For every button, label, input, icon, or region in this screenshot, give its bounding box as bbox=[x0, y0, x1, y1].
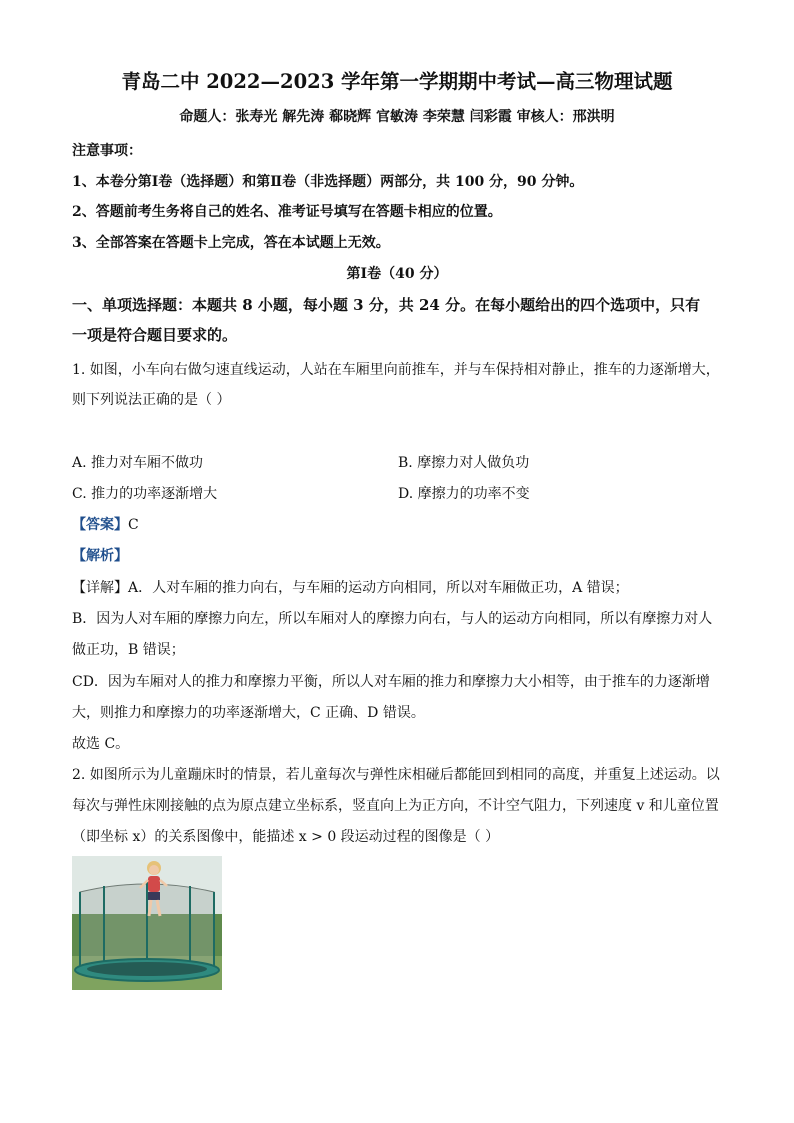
answer-line bbox=[72, 516, 139, 534]
question-1-stem: 1. 如图，小车向右做匀速直线运动，人站在车厢里向前推车，并与车保持相对静止，推车的力逐渐增大， bbox=[72, 362, 720, 378]
detail-line: B．因为人对车厢的摩擦力向左，所以车厢对人的摩擦力向右，与人的运动方向相同，所以有摩擦力对人 bbox=[72, 611, 713, 627]
photo-child-shorts bbox=[148, 892, 160, 900]
notice-item: 2、答题前考生务将自己的姓名、准考证号填写在答题卡相应的位置。 bbox=[72, 204, 502, 220]
authors-line: 命题人：张寿光 解先涛 郗晓辉 官敏涛 李荣慧 闫彩霞 审核人：邢洪明 bbox=[179, 109, 615, 125]
section-instruction: 一项是符合题目要求的。 bbox=[72, 326, 238, 344]
section-title: 第Ⅰ卷（40 分） bbox=[346, 266, 448, 282]
question-1-stem: 则下列说法正确的是（ ） bbox=[72, 392, 231, 408]
notice-item: 1、本卷分第Ⅰ卷（选择题）和第Ⅱ卷（非选择题）两部分，共 100 分，90 分钟。 bbox=[72, 174, 584, 190]
analysis-label: 【解析】 bbox=[72, 548, 128, 564]
answer-label: 【答案】 bbox=[72, 517, 128, 533]
answer-value: C bbox=[128, 517, 139, 533]
notice-heading: 注意事项： bbox=[72, 143, 142, 159]
option-a: A. 推力对车厢不做功 bbox=[72, 455, 204, 471]
detail-line: 【详解】A．人对车厢的推力向右，与车厢的运动方向相同，所以对车厢做正功，A 错误； bbox=[72, 580, 629, 596]
photo-child-head bbox=[149, 865, 159, 875]
trampoline-photo bbox=[72, 856, 222, 990]
conclusion-line: 故选 C。 bbox=[72, 736, 130, 752]
option-d: D. 摩擦力的功率不变 bbox=[398, 486, 530, 502]
section-instruction: 一、单项选择题：本题共 8 小题，每小题 3 分，共 24 分。在每小题给出的四个选项中，只有 bbox=[72, 296, 701, 314]
notice-item: 3、全部答案在答题卡上完成，答在本试题上无效。 bbox=[72, 235, 390, 251]
detail-line: 大，则推力和摩擦力的功率逐渐增大，C 正确、D 错误。 bbox=[72, 705, 425, 721]
detail-line: 做正功，B 错误； bbox=[72, 642, 185, 658]
question-2-stem: 每次与弹性床刚接触的点为原点建立坐标系，竖直向上为正方向，不计空气阻力，下列速度 v 和儿童位置 bbox=[72, 798, 719, 814]
exam-title: 青岛二中 2022—2023 学年第一学期期中考试—高三物理试题 bbox=[121, 70, 673, 93]
question-2-stem: 2. 如图所示为儿童蹦床时的情景，若儿童每次与弹性床相碰后都能回到相同的高度，并重复上述运动。以 bbox=[72, 767, 720, 783]
detail-line: CD．因为车厢对人的推力和摩擦力平衡，所以人对车厢的推力和摩擦力大小相等，由于推车的力逐渐增 bbox=[72, 674, 710, 690]
option-b: B. 摩擦力对人做负功 bbox=[398, 455, 530, 471]
question-2-stem: （即坐标 x）的关系图像中，能描述 x > 0 段运动过程的图像是（ ） bbox=[72, 829, 500, 845]
photo-child-shirt bbox=[148, 876, 160, 892]
option-c: C. 推力的功率逐渐增大 bbox=[72, 486, 218, 502]
photo-mat bbox=[87, 962, 207, 976]
